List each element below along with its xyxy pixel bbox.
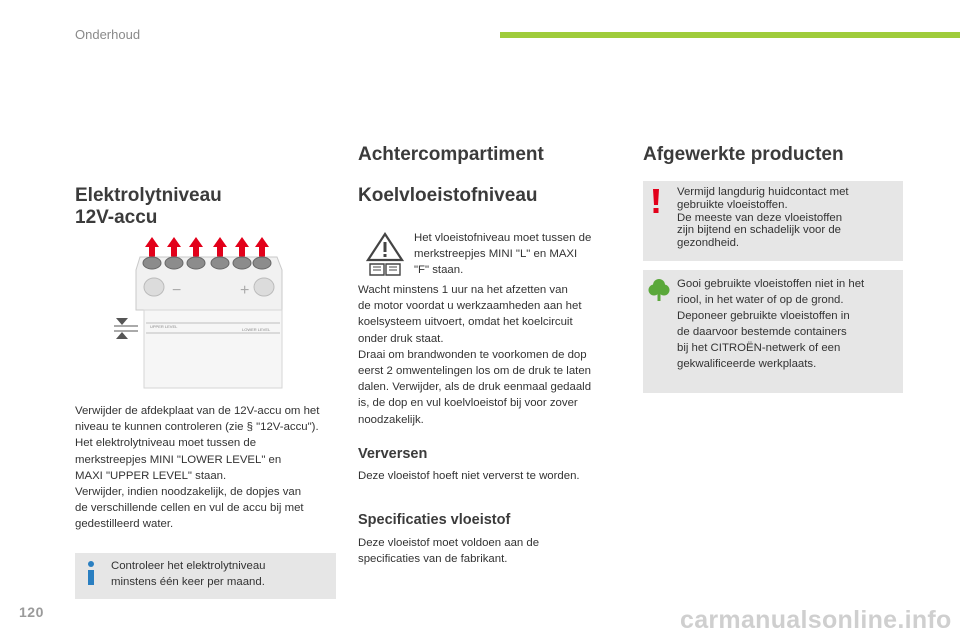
rear-compartment-title: Achtercompartiment: [358, 144, 544, 165]
exclamation-icon: [650, 188, 662, 214]
plus-label: +: [240, 282, 250, 299]
header-accent-bar: [500, 32, 960, 38]
coolant-instructions: Wacht minstens 1 uur na het afzetten van de motor voordat u werkzaamheden aan het koelsysteem uitvoert, omdat het koelcircuit onder druk staat. Draai om brandwonden te voorkomen de dop eerst 2 omwentelingen los om de druk te laten dalen. Verwijder, als de druk eenmaal gedaald is, de dop en vul koelvloeistof bij voor zover noodzakelijk.: [358, 284, 592, 426]
fluid-spec-title: Specificaties vloeistof: [358, 512, 511, 528]
replacement-title: Verversen: [358, 446, 428, 462]
coolant-intro: Het vloeistofniveau moet tussen de merkstreepjes MINI "L" en MAXI "F" staan.: [414, 232, 592, 276]
minus-label: −: [172, 282, 182, 299]
upper-level-label: UPPER LEVEL: [150, 324, 178, 329]
watermark: carmanualsonline.info: [680, 606, 952, 634]
replacement-text: Deze vloeistof hoeft niet ververst te worden.: [358, 470, 580, 482]
battery-instructions: Verwijder de afdekplaat van de 12V-accu om het niveau te kunnen controleren (zie § "12V-accu"). Het elektrolytniveau moet tussen de merkstreepjes MINI "LOWER LEVEL" en MAXI "UPPER LEVEL" staan. Verwijder, indien noodzakelijk, de dopjes van de verschillende cellen en vul de accu bij met gedestilleerd water.: [75, 405, 320, 531]
lower-level-label: LOWER LEVEL: [242, 327, 271, 332]
fluid-spec-text: Deze vloeistof moet voldoen aan de specificaties van de fabrikant.: [358, 537, 540, 566]
section-header: Onderhoud: [75, 27, 141, 42]
warning-manual-icon: [366, 232, 404, 276]
page-number: 120: [19, 604, 44, 620]
coolant-level-title: Koelvloeistofniveau: [358, 185, 538, 206]
battery-illustration: [112, 235, 292, 390]
battery-title: Elektrolytniveau 12V-accu: [75, 185, 222, 228]
info-icon: [84, 560, 98, 586]
used-products-title: Afgewerkte producten: [643, 144, 844, 165]
battery-note: Controleer het elektrolytniveau minstens één keer per maand.: [111, 560, 266, 588]
environment-text: Gooi gebruikte vloeistoffen niet in het riool, in het water of op de grond. Deponeer gebruikte vloeistoffen in de daarvoor bestemde containers bij het CITROËN-netwerk of een gekwalificeerde werkplaats.: [677, 278, 865, 370]
tree-icon: [648, 278, 670, 302]
warning-text: Vermijd langdurig huidcontact met gebruikte vloeistoffen. De meeste van deze vloeistoffen zijn bijtend en schadelijk voor de gezondheid.: [677, 186, 849, 250]
